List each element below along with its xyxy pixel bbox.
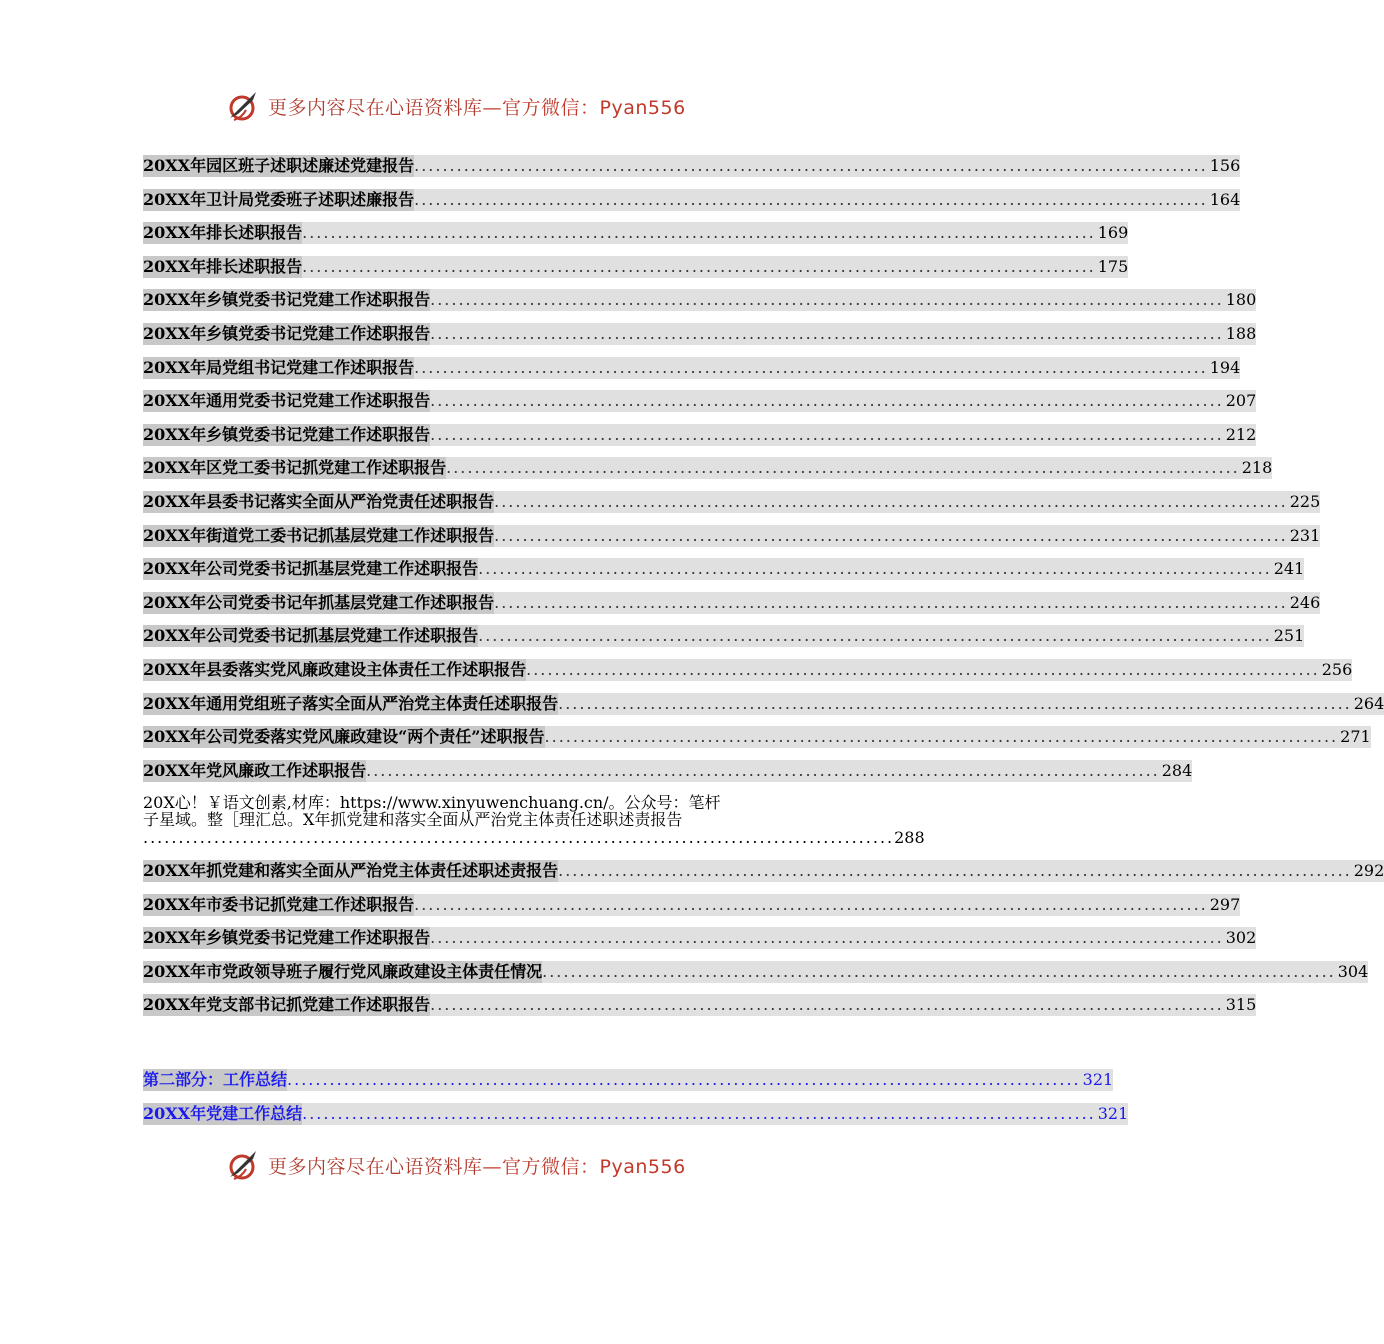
toc-entry-title: 20XX年党风廉政工作述职报告 xyxy=(143,760,367,780)
toc-entry-title: 20XX年排长述职报告 xyxy=(143,256,303,276)
toc-list-1 xyxy=(143,155,1384,793)
toc-entry-title: 20XX年通用党组班子落实全面从严治党主体责任述职报告 xyxy=(143,693,559,713)
toc-entry-title: 20XX年乡镇党委书记党建工作述职报告 xyxy=(143,290,431,310)
toc-entry-title: 20XX年市党政领导班子履行党风廉政建设主体责任情况 xyxy=(143,961,543,981)
toc-entry[interactable] xyxy=(143,491,1321,513)
toc-entry[interactable] xyxy=(143,457,1273,479)
toc-dot-leader: ................................................................................................................ xyxy=(544,727,1339,747)
toc-dot-leader: ................................................................................................................ xyxy=(302,256,1096,276)
toc-page-number: 321 xyxy=(1082,1070,1114,1089)
toc-entry-title: 20XX年抓党建和落实全面从严治党主体责任述职述责报告 xyxy=(143,861,559,880)
toc-dot-leader: ................................................................................................................ xyxy=(526,659,1320,679)
banner-wechat-label: 官方微信： xyxy=(502,96,600,119)
watermark-line-2: 子星域。整［理汇总。X年抓党建和落实全面从严治党主体责任述职述责报告 xyxy=(143,810,683,829)
banner-text xyxy=(268,1152,686,1179)
toc-page-number: 241 xyxy=(1273,559,1305,579)
toc-entry[interactable] xyxy=(143,1103,1129,1125)
toc-dot-leader: ................................................................................................................ xyxy=(414,357,1208,377)
toc-entry[interactable] xyxy=(143,189,1241,211)
toc-entry-title: 20XX年党建工作总结 xyxy=(143,1103,303,1123)
toc-page-number: 194 xyxy=(1209,357,1241,377)
header-banner xyxy=(226,86,686,126)
toc-dot-leader: ................................................................................................................ xyxy=(414,156,1208,175)
toc-dot-leader: ................................................................................................................ xyxy=(446,458,1240,478)
toc-dot-leader: ................................................................................................................ xyxy=(478,626,1272,646)
toc-page-number: 212 xyxy=(1225,424,1257,444)
toc-page-number: 292 xyxy=(1353,861,1384,880)
toc-page-number: 304 xyxy=(1337,961,1369,981)
quill-logo-icon xyxy=(226,88,262,124)
watermark-dot-leader: .......................................................................................................... 288 xyxy=(143,828,925,847)
banner-wechat-label: 官方微信： xyxy=(502,1155,600,1178)
toc-dot-leader: ................................................................................................................ xyxy=(366,760,1160,780)
toc-page-number: 231 xyxy=(1289,525,1321,545)
toc-dot-leader: ................................................................................................................ xyxy=(494,592,1288,612)
banner-site-text: 更多内容尽在心语资料库 xyxy=(268,1155,483,1178)
toc-entry[interactable] xyxy=(143,994,1257,1016)
toc-entry-title: 20XX年公司党委书记抓基层党建工作述职报告 xyxy=(143,559,479,579)
toc-dot-leader: ................................................................................................................ xyxy=(430,928,1224,948)
toc-page-number: 321 xyxy=(1097,1103,1129,1123)
toc-dot-leader: ................................................................................................................ xyxy=(302,1103,1096,1123)
toc-entry[interactable] xyxy=(143,760,1193,782)
toc-entry[interactable] xyxy=(143,693,1384,715)
toc-entry-title: 20XX年卫计局党委班子述职述廉报告 xyxy=(143,189,415,209)
banner-wechat-id: Pyan556 xyxy=(599,96,686,119)
toc-entry[interactable] xyxy=(143,525,1321,547)
toc-page-number: 271 xyxy=(1340,727,1371,747)
toc-entry-title: 20XX年党支部书记抓党建工作述职报告 xyxy=(143,995,431,1015)
toc-page-number: 288 xyxy=(894,828,925,847)
toc-entry-title: 第二部分：工作总结 xyxy=(143,1070,288,1089)
toc-page-number: 164 xyxy=(1209,189,1241,209)
toc-entry[interactable] xyxy=(143,625,1305,647)
toc-page-number: 180 xyxy=(1225,290,1257,310)
toc-entry-title: 20XX年公司党委落实党风廉政建设“两个责任”述职报告 xyxy=(143,727,545,747)
toc-entry-title: 20XX年局党组书记党建工作述职报告 xyxy=(143,357,415,377)
toc-entry-title: 20XX年通用党委书记党建工作述职报告 xyxy=(143,391,431,411)
toc-page-number: 297 xyxy=(1209,894,1241,914)
toc-list-2 xyxy=(143,860,1384,1028)
toc-page-number: 225 xyxy=(1289,491,1321,511)
toc-page-number: 302 xyxy=(1225,928,1257,948)
toc-entry-title: 20XX年乡镇党委书记党建工作述职报告 xyxy=(143,323,431,343)
toc-page-number: 188 xyxy=(1225,323,1257,343)
toc-entry[interactable] xyxy=(143,558,1305,580)
toc-entry[interactable] xyxy=(143,256,1129,278)
banner-separator: — xyxy=(482,1155,503,1178)
toc-page-number: 156 xyxy=(1209,156,1241,175)
toc-entry[interactable] xyxy=(143,927,1257,949)
toc-entry-title: 20XX年市委书记抓党建工作述职报告 xyxy=(143,894,415,914)
toc-page-number: 175 xyxy=(1097,256,1129,276)
toc-entry[interactable] xyxy=(143,323,1257,345)
toc-entry-title: 20XX年区党工委书记抓党建工作述职报告 xyxy=(143,458,447,478)
banner-wechat-id: Pyan556 xyxy=(599,1155,686,1178)
toc-entry-title: 20XX年园区班子述职述廉述党建报告 xyxy=(143,156,415,175)
toc-entry-title: 20XX年乡镇党委书记党建工作述职报告 xyxy=(143,424,431,444)
toc-page-number: 246 xyxy=(1289,592,1321,612)
toc-entry-title: 20XX年县委落实党风廉政建设主体责任工作述职报告 xyxy=(143,659,527,679)
toc-entry[interactable] xyxy=(143,860,1384,882)
toc-page-number: 284 xyxy=(1161,760,1193,780)
toc-dot-leader: ................................................................................................................ xyxy=(430,424,1224,444)
quill-logo-icon xyxy=(226,1147,262,1183)
toc-dot-leader: ................................................................................................................ xyxy=(558,693,1352,713)
watermark-line-1: 20X心！￥语文创素,材库：https://www.xinyuwenchuang.cn/。公众号：笔杆 xyxy=(143,793,721,812)
toc-dot-leader: ................................................................................................................ xyxy=(287,1070,1081,1089)
toc-entry-watermarked[interactable] xyxy=(143,793,925,847)
toc-entry[interactable] xyxy=(143,894,1241,916)
toc-dot-leader: ................................................................................................................ xyxy=(430,290,1224,310)
toc-entry[interactable] xyxy=(143,155,1241,177)
toc-page-number: 207 xyxy=(1225,391,1257,411)
toc-list-part-two xyxy=(143,1069,1129,1136)
toc-entry[interactable] xyxy=(143,1069,1114,1091)
toc-page-number: 218 xyxy=(1241,458,1273,478)
toc-page-number: 251 xyxy=(1273,626,1305,646)
toc-entry[interactable] xyxy=(143,424,1257,446)
toc-entry-title: 20XX年县委书记落实全面从严治党责任述职报告 xyxy=(143,491,495,511)
toc-page-number: 264 xyxy=(1353,693,1384,713)
toc-entry-title: 20XX年乡镇党委书记党建工作述职报告 xyxy=(143,928,431,948)
toc-dot-leader: ................................................................................................................ xyxy=(494,525,1288,545)
toc-entry-title: 20XX年公司党委书记抓基层党建工作述职报告 xyxy=(143,626,479,646)
toc-entry[interactable] xyxy=(143,289,1257,311)
toc-dot-leader: ................................................................................................................ xyxy=(302,223,1096,243)
toc-entry[interactable] xyxy=(143,961,1369,983)
toc-dot-leader: ................................................................................................................ xyxy=(542,961,1336,981)
banner-separator: — xyxy=(482,96,503,119)
toc-dot-leader: ................................................................................................................ xyxy=(430,995,1224,1015)
toc-dot-leader: ................................................................................................................ xyxy=(414,189,1208,209)
toc-entry[interactable] xyxy=(143,592,1321,614)
toc-dot-leader: ................................................................................................................ xyxy=(430,391,1224,411)
toc-entry[interactable] xyxy=(143,222,1129,244)
toc-dot-leader: ................................................................................................................ xyxy=(414,894,1208,914)
toc-dot-leader: ................................................................................................................ xyxy=(558,861,1352,880)
toc-entry[interactable] xyxy=(143,357,1241,379)
banner-text xyxy=(268,93,686,120)
toc-entry[interactable] xyxy=(143,726,1371,748)
toc-entry-title: 20XX年排长述职报告 xyxy=(143,223,303,243)
toc-entry[interactable] xyxy=(143,659,1353,681)
toc-dot-leader: ................................................................................................................ xyxy=(430,323,1224,343)
banner-site-text: 更多内容尽在心语资料库 xyxy=(268,96,483,119)
footer-banner xyxy=(226,1145,686,1185)
toc-dot-leader: ................................................................................................................ xyxy=(494,491,1288,511)
toc-entry[interactable] xyxy=(143,390,1257,412)
toc-entry-title: 20XX年街道党工委书记抓基层党建工作述职报告 xyxy=(143,525,495,545)
toc-page-number: 256 xyxy=(1321,659,1353,679)
toc-entry-title: 20XX年公司党委书记年抓基层党建工作述职报告 xyxy=(143,592,495,612)
toc-dot-leader: ................................................................................................................ xyxy=(478,559,1272,579)
toc-page-number: 169 xyxy=(1097,223,1129,243)
toc-page-number: 315 xyxy=(1225,995,1257,1015)
